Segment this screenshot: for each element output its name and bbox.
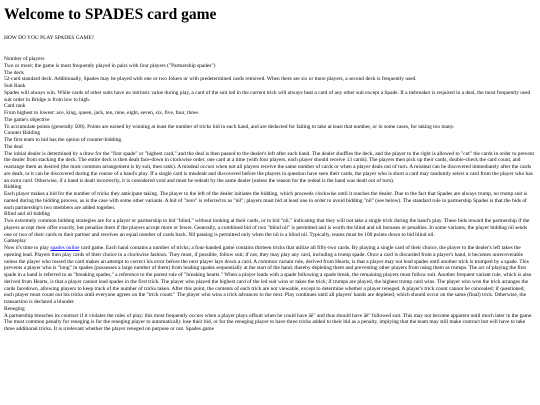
page-subtitle: HOW DO YOU PLAY SPADES GAME?: [4, 35, 95, 41]
objective-text: To accumulate points (generally 500). Points are earned by winning at least the number of tricks bid in each hand, and are deducted for failing to take at least that number, or in some cases, for taking too many.: [4, 123, 455, 130]
players-heading: Number of players: [4, 56, 45, 62]
blind-nil-text: Two extremely common bidding strategies are for a player or partnership to bid "blind," without looking at their cards, or to bid "nil," indicating that they will not take a single trick during the hand's play. These bids reward the partnership if the players accept their offer exactly, but penalize them if the players accept more or fewer. Generally, a combined bid of two "blind nil" is permitted and is worth the blind and nil bonuses or penalties. In some variants, the player bidding nil sends one or two of their cards to their partner and receives an equal number of cards back. Nil passing is permitted only when the nil is a blind nil. Typically, teams must be 100 points down to bid blind nil.: [4, 218, 530, 238]
objective-heading: The game's objective: [4, 116, 50, 123]
suit-rank-heading: Suit Rank: [4, 83, 26, 89]
bidding-text: Each player makes a bid for the number of tricks they anticipate taking. The player to the left of the dealer initiates the bidding, which proceeds clockwise until it reaches the dealer. Due to the fact that Spades are always trump, no trump suit is named during the bidding process, as is the case with some other variants. A bid of "zero" is referred to as "nil"; players must bid at least one in order to avoid bidding "nil" (see below). The standard rule in partnership Spades is that the bids of each partnership's two members are added together.: [4, 191, 528, 211]
card-rank-heading: Card rank: [4, 103, 26, 110]
spades-online-link[interactable]: spades online: [50, 245, 80, 251]
gameplay-text-start: Now it's time to play: [4, 245, 51, 251]
counter-bidding-heading: Counter Bidding: [4, 130, 41, 137]
players-text: Two or more; the game is most frequently played in pairs with four players ("Partnership spades"): [4, 62, 216, 69]
reneging-text: A partnership breaches its contract if it violates the rules of play; this most frequently occurs when a player plays offsuit when he could have âĕ" and thus should have âĕ" followed suit. This may not become apparent until much later in the game. The most common penalty for reneging is for the reneging player to automatically lose their bid, or for the reneging player to have three tricks added to their bid as a penalty, implying that the team may still make contract but will have to take three additional tricks. It is irrelevant whether the player reneged on purpose or not. Spades game: [4, 312, 533, 332]
gameplay-text: [4, 245, 536, 306]
gameplay-heading: Gameplay: [4, 238, 27, 245]
suit-rank-text: Spades will always win. While cards of other suits have no intrinsic value during play, a card of the suit led in the current trick will always beat a card of any other suit except a Spade. If a tiebreaker is required in a deal, the most frequently used suit order in Bridge is from low to high.: [4, 89, 531, 103]
page: [4, 0, 536, 333]
page-title: Welcome to SPADES card game: [4, 6, 217, 23]
bidding-heading: Bidding: [4, 184, 22, 191]
deal-text: The initial dealer is determined by a draw for the "first spade" or "highest card," and the deal is then passed to the dealer's left after each hand. The dealer shuffles the deck, and the player to the right is allowed to "cut" the cards in order to prevent the dealer from stacking the deck. The entire deck is then dealt face-down in clockwise order, one card at a time (with four players, each player should receive 13 cards). The players then pick up their cards, double-check the card count, and rearrange them as desired (the most common arrangement is by suit, then rank). A misdeal occurs when not all players receive the same number of cards or when a player deals out of turn. A misdeal can be discovered immediately after the cards are dealt, or it can be discovered during the course of a hand's play. If a single card is misdealt and discovered before the players in question have seen their cards, the player who is short a card may randomly select a card from the player who has an extra card. Otherwise, if a hand is dealt incorrectly, it is considered void and must be redealt by the same dealer (unless the reason for the redeal is the hand was dealt out of turn).: [4, 150, 534, 184]
card-rank-text: From highest to lowest: ace, king, queen, jack, ten, nine, eight, seven, six, five, four, three.: [4, 110, 200, 116]
blind-nil-heading: Blind and nil bidding: [4, 211, 50, 218]
reneging-heading: Reneging: [4, 305, 25, 312]
article-body: [4, 56, 536, 333]
deck-heading: The deck: [4, 69, 24, 76]
deal-heading: The deal: [4, 143, 23, 150]
gameplay-text-rest: card game. Each hand contains a number of tricks; a four-handed game contains thirteen tricks that utilize all fifty-two cards. By playing a single card of their choice, the player to the dealer's left takes the opening lead. Players then play cards of their choice in a clockwise fashion. They must, if possible, follow suit; if not, they may play any card, including a trump spade. Once a card is discarded from a player's hand, it becomes unrecoverable unless the player who tossed the card makes an attempt to correct his error before the next player lays down a card. A common variant rule, derived from Hearts, is that a player may not lead spades until another trick is trumped by a spade. This prevents a player who is "long" in spades (possesses a large number of them) from leading spades sequentially at the start of the hand, thereby depleting them and preventing other players from using them as trumps. The act of playing the first spade in a hand is referred to as "breaking spades," a reference to the parent rule of "breaking hearts." When a player leads with a spade following a spade break, the remaining players must follow suit. Another frequent variant rule, which is also derived from Hearts, is that a player cannot lead spades in the first trick. The player who played the highest card of the led suit wins or takes the trick; if trumps are played, the highest trump card wins. The player who won the trick arranges the cards facedown, allowing players to keep track of the number of tricks taken. After this point, the contents of each trick are not viewable, except to determine whether a player reneged. A player's trick count cannot be concealed; if questioned, each player must count out his tricks until everyone agrees on the "trick count." The player who wins a trick advances to the next. Play continues until all players' hands are depleted, which should occur on the same (final) trick. Otherwise, the transaction is declared a blunder.: [4, 245, 532, 305]
counter-bidding-text: The first team to bid has the option of counter-bidding.: [4, 137, 123, 143]
deck-text: 52-card standard deck. Additionally, Spades may be played with one or two Jokers or with predetermined cards removed. When there are six or more players, a second deck is frequently used.: [4, 76, 417, 83]
